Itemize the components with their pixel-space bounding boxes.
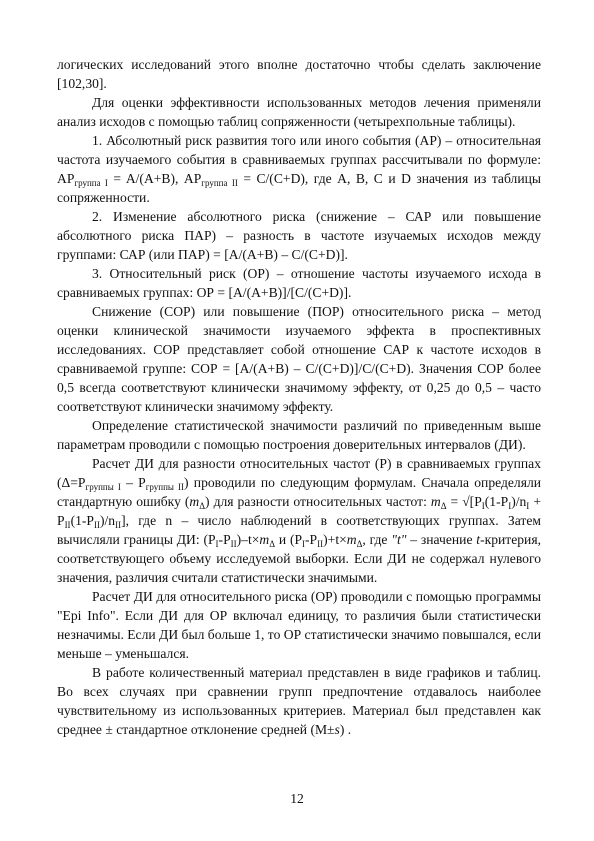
text-run: (1-Р [70, 513, 94, 528]
text-run: 1. Абсолютный риск развития того или иного события (АР) – относительная частота изучаемого события в сравниваемых группах рассчитывали по формуле: АР [57, 133, 541, 186]
text-run: = A/(A+B), АР [107, 171, 202, 186]
paragraph [57, 416, 541, 454]
paragraph [57, 663, 541, 739]
subscript: II [115, 520, 122, 530]
paragraph [57, 93, 541, 131]
italic-symbol: "t" [391, 532, 407, 547]
text-run: -Р [305, 532, 318, 547]
subscript: группы II [145, 482, 185, 492]
text-run: 3. Относительный риск (ОР) – отношение частоты изучаемого исхода в сравниваемых группах: ОР = [A/(A+B)]/[C/(C+D)]. [57, 266, 541, 300]
text-run: )+t× [323, 532, 347, 547]
subscript: I [526, 501, 530, 511]
text-run: – значение [406, 532, 477, 547]
subscript: II [93, 520, 100, 530]
text-run: Расчет ДИ для разности относительных частот (Р) в сравниваемых группах (Δ=Р [57, 456, 541, 490]
text-run: 2. Изменение абсолютного риска (снижение – САР или повышение абсолютного риска ПАР) – разность в частоте изучаемых исходов между группами: САР (или ПАР) = [A/(A+B) – C/(C+D)]. [57, 209, 541, 262]
text-run: ) для разности относительных частот: [205, 494, 431, 509]
italic-symbol: m [189, 494, 200, 509]
paragraph [57, 207, 541, 264]
subscript: I [508, 501, 512, 511]
text-run: ], где n – число наблюдений в соответствующих группах. Затем вычисляли границы ДИ: (Р [57, 513, 541, 547]
text-run: логических исследований этого вполне достаточно чтобы сделать заключение [102,30]. [57, 57, 541, 91]
italic-symbol: t [476, 532, 481, 547]
paragraph [57, 454, 541, 587]
text-run: + Р [57, 494, 541, 528]
paragraph [57, 131, 541, 207]
text-run: Снижение (СОР) или повышение (ПОР) относительного риска – метод оценки клинической значимости изучаемого эффекта в проспективных исследованиях. СОР представляет собой отношение САР к частоте исходов в сравниваемой группе: СОР = [A/(A+B) – C/(C+D)]/C/(C+D). Значения СОР более 0,5 всегда соответствуют клинически значимому эффекту, от 0,25 до 0,5 – часто соответствуют клинически значимому эффекту. [57, 304, 541, 414]
text-run: -критерия, соответствующего объему исследуемой выборки. Если ДИ не содержал нулевого значения, различия считали статистически значимыми. [57, 532, 541, 585]
text-run: )/n [99, 513, 116, 528]
text-run: ) проводили по следующим формулам. Сначала определяли стандартную ошибку ( [57, 475, 542, 509]
italic-symbol: m [259, 532, 270, 547]
paragraph [57, 587, 541, 663]
italic-symbol: m [430, 494, 441, 509]
subscript: группа I [74, 178, 108, 188]
text-run: ) . [339, 722, 352, 737]
subscript: II [64, 520, 71, 530]
text-run: и (Р [275, 532, 303, 547]
text-run: В работе количественный материал представлен в виде графиков и таблиц. Во всех случаях при сравнении групп предпочтение отдавалось наиболее чувствительному из использованных критериев. Материал был представлен как среднее ± стандартное отклонение средней (М± [57, 665, 541, 737]
subscript: группа II [201, 178, 238, 188]
text-run: (1-Р [484, 494, 509, 509]
text-run: = С/(С+D), где А, В, С и D значения из таблицы сопряженности. [57, 171, 542, 205]
subscript: Δ [199, 501, 206, 511]
subscript: Δ [356, 539, 363, 549]
text-run: )/n [511, 494, 527, 509]
body-text [57, 55, 541, 739]
subscript: II [230, 539, 237, 549]
text-run: , где [362, 532, 392, 547]
subscript: Δ [440, 501, 447, 511]
paragraph [57, 302, 541, 416]
subscript: Δ [269, 539, 276, 549]
text-run: Расчет ДИ для относительного риска (ОР) проводили с помощью программы "Epi Info". Если ДИ для ОР включал единицу, то различия были статистически незначимы. Если ДИ был больше 1, то ОР статистически значимо повышался, если меньше – уменьшался. [57, 589, 541, 661]
subscript: I [302, 539, 306, 549]
text-run: Определение статистической значимости различий по приведенным выше параметрам проводили с помощью построения доверительных интервалов (ДИ). [57, 418, 541, 452]
text-run: Для оценки эффективности использованных методов лечения применяли анализ исходов с помощью таблиц сопряженности (четырехпольные таблицы). [57, 95, 541, 129]
subscript: II [317, 539, 324, 549]
subscript: I [481, 501, 485, 511]
subscript: группы I [85, 482, 121, 492]
page-number: 12 [290, 791, 304, 806]
paragraph [57, 55, 541, 93]
subscript: I [215, 539, 219, 549]
text-run: -Р [218, 532, 231, 547]
text-run: = √[Р [446, 494, 482, 509]
text-run: – Р [120, 475, 146, 490]
paragraph [57, 264, 541, 302]
italic-symbol: m [346, 532, 357, 547]
text-run: )–t× [236, 532, 260, 547]
italic-symbol: s [334, 722, 340, 737]
